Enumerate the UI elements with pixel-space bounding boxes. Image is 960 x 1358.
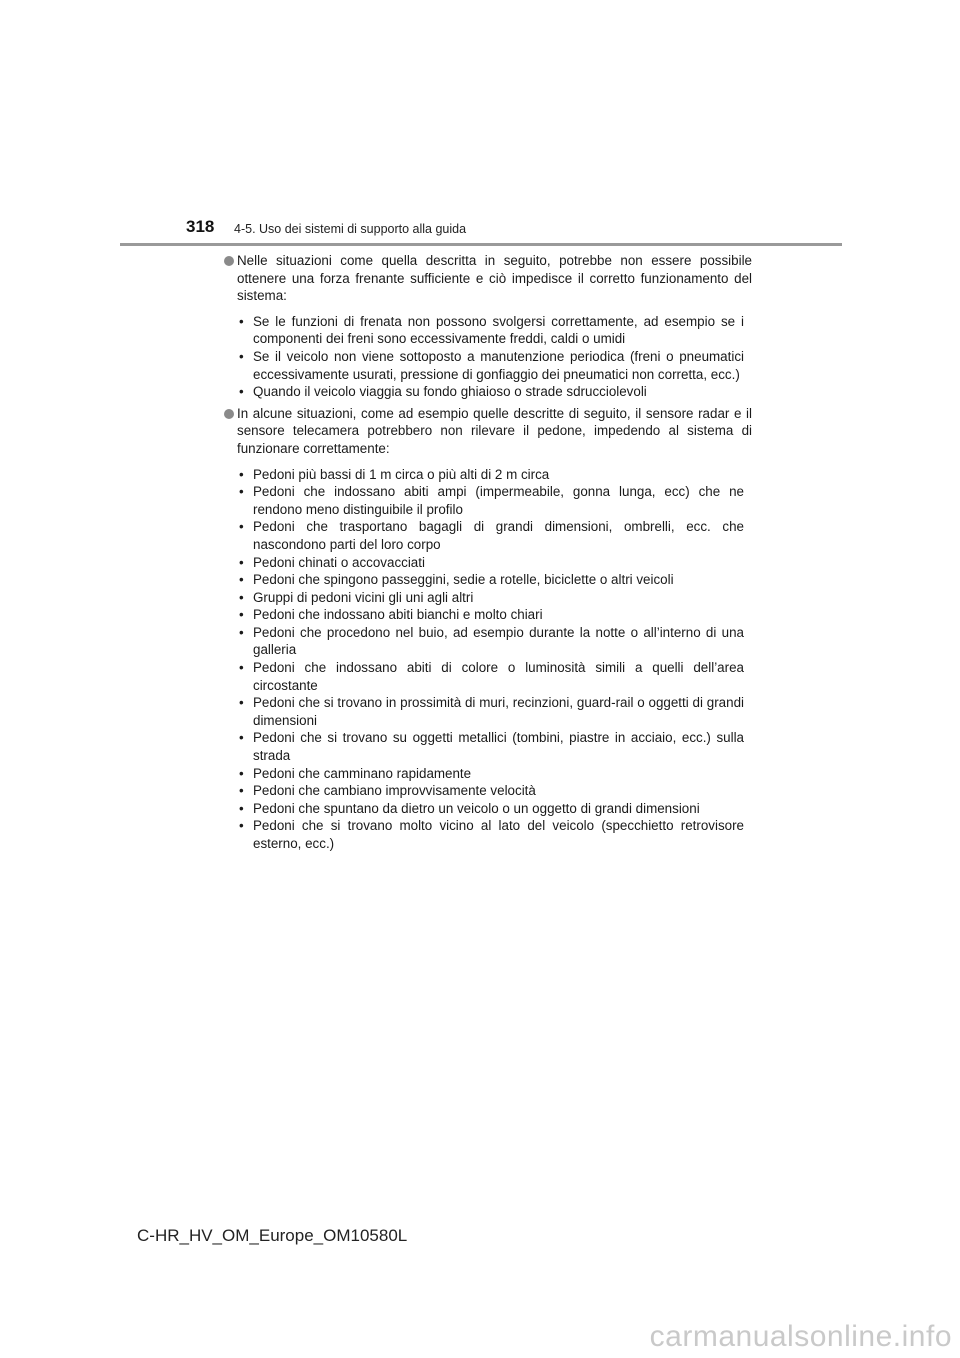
paragraph-text: In alcune situazioni, come ad esempio quelle descritte di seguito, il sensore radar e il sensore telecamera potrebbero non rilevare il pedone, impedendo al sistema di funzionare correttamente: <box>237 405 752 456</box>
header-divider <box>120 243 842 246</box>
list-item-text: Pedoni chinati o accovacciati <box>253 554 425 570</box>
list-item-text: Pedoni che indossano abiti di colore o luminosità simili a quelli dell’area circostante <box>253 660 744 693</box>
bullet-marker: • <box>239 783 244 799</box>
list-item <box>222 554 752 572</box>
list-item-text: Pedoni che trasportano bagagli di grandi dimensioni, ombrelli, ecc. che nascondono parti del loro corpo <box>253 519 744 552</box>
list-item <box>222 571 752 589</box>
list-item <box>222 383 752 401</box>
list-item-text: Pedoni che cambiano improvvisamente velocità <box>253 783 536 799</box>
bullet-marker: • <box>239 695 244 711</box>
bullet-marker: • <box>239 572 244 588</box>
watermark: carmanualsonline.info <box>649 1320 952 1353</box>
bullet-marker: • <box>239 384 244 400</box>
list-item <box>222 518 752 553</box>
bullet-marker: • <box>239 554 244 570</box>
list-item <box>222 659 752 694</box>
list-item-text: Gruppi di pedoni vicini gli uni agli altri <box>253 589 474 605</box>
section-title: 4-5. Uso dei sistemi di supporto alla guida <box>234 222 467 236</box>
bullet-marker: • <box>239 484 244 500</box>
list-item-text: Pedoni che si trovano molto vicino al lato del veicolo (specchietto retrovisore esterno, ecc.) <box>253 818 744 851</box>
list-item <box>222 313 752 348</box>
list-item-text: Pedoni più bassi di 1 m circa o più alti di 2 m circa <box>253 466 550 482</box>
list-item <box>222 729 752 764</box>
list-item <box>222 800 752 818</box>
braking-conditions-list <box>222 313 752 401</box>
bullet-marker: • <box>239 466 244 482</box>
paragraph-text: Nelle situazioni come quella descritta in seguito, potrebbe non essere possibile ottenere una forza frenante sufficiente e ciò impedisce il corretto funzionamento del sistema: <box>237 253 752 304</box>
main-content <box>222 252 752 857</box>
circle-bullet-icon <box>224 409 234 419</box>
list-item-text: Pedoni che si trovano su oggetti metallici (tombini, piastre in acciaio, ecc.) sulla strada <box>253 730 744 764</box>
list-item-text: Se il veicolo non viene sottoposto a manutenzione periodica (freni o pneumatici eccessivamente usurati, pressione di gonfiaggio dei pneumatici non corretta, ecc.) <box>253 348 744 382</box>
paragraph-pedestrian-detection <box>222 405 752 458</box>
document-code: C-HR_HV_OM_Europe_OM10580L <box>137 1226 408 1245</box>
list-item <box>222 694 752 729</box>
bullet-marker: • <box>239 660 244 676</box>
list-item-text: Quando il veicolo viaggia su fondo ghiaioso o strade sdrucciolevoli <box>253 384 647 400</box>
list-item <box>222 483 752 518</box>
list-item <box>222 624 752 659</box>
list-item <box>222 606 752 624</box>
bullet-marker: • <box>239 348 244 364</box>
bullet-marker: • <box>239 589 244 605</box>
bullet-marker: • <box>239 607 244 623</box>
list-item <box>222 817 752 852</box>
pedestrian-conditions-list <box>222 466 752 853</box>
bullet-marker: • <box>239 624 244 640</box>
list-item <box>222 782 752 800</box>
bullet-marker: • <box>239 800 244 816</box>
list-item-text: Pedoni che si trovano in prossimità di muri, recinzioni, guard-rail o oggetti di grandi dimensioni <box>253 695 744 728</box>
list-item <box>222 348 752 383</box>
list-item <box>222 765 752 783</box>
circle-bullet-icon <box>224 256 234 266</box>
list-item <box>222 466 752 484</box>
bullet-marker: • <box>239 818 244 834</box>
bullet-marker: • <box>239 313 244 329</box>
list-item-text: Pedoni che indossano abiti bianchi e molto chiari <box>253 607 543 623</box>
list-item-text: Pedoni che indossano abiti ampi (impermeabile, gonna lunga, ecc) che ne rendono meno distinguibile il profilo <box>253 484 744 517</box>
list-item <box>222 589 752 607</box>
list-item-text: Pedoni che procedono nel buio, ad esempio durante la notte o all’interno di una galleria <box>253 624 744 658</box>
paragraph-braking-conditions <box>222 252 752 305</box>
page-number: 318 <box>186 217 215 236</box>
bullet-marker: • <box>239 765 244 781</box>
list-item-text: Pedoni che spuntano da dietro un veicolo o un oggetto di grandi dimensioni <box>253 800 700 816</box>
list-item-text: Pedoni che camminano rapidamente <box>253 765 472 781</box>
list-item-text: Pedoni che spingono passeggini, sedie a rotelle, biciclette o altri veicoli <box>253 572 674 588</box>
list-item-text: Se le funzioni di frenata non possono svolgersi correttamente, ad esempio se i componenti dei freni sono eccessivamente freddi, caldi o umidi <box>253 313 744 347</box>
bullet-marker: • <box>239 519 244 535</box>
bullet-marker: • <box>239 730 244 746</box>
